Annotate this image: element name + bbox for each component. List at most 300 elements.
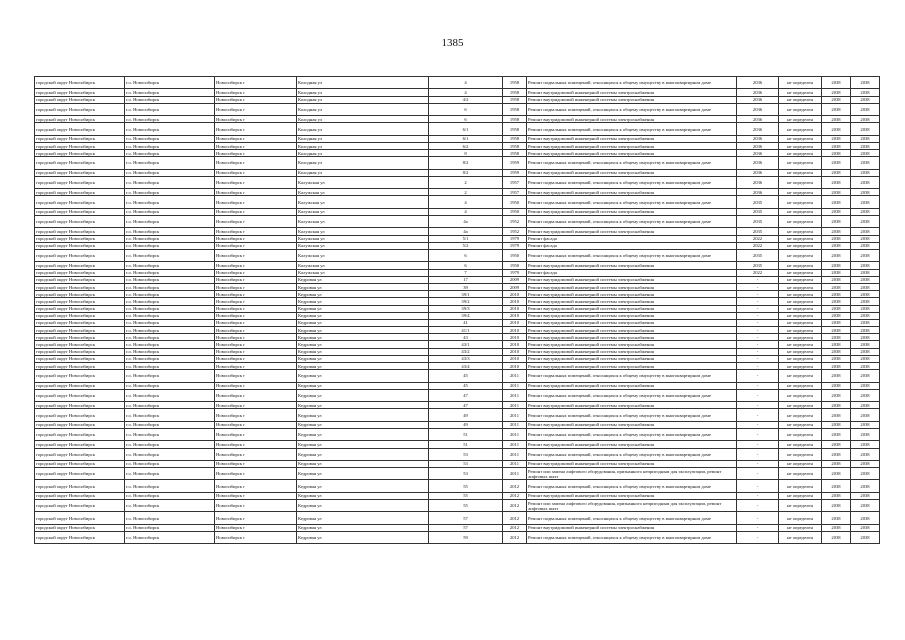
cell-year: 2012 xyxy=(503,492,527,499)
table-row xyxy=(35,176,880,188)
cell-locality: Новосибирск г xyxy=(215,242,297,249)
cell-status: не определен xyxy=(779,176,822,188)
cell-street: Колодная ул xyxy=(297,116,429,123)
cell-district: городской округ Новосибирск xyxy=(35,96,125,103)
cell-plan-from: 2038 xyxy=(822,291,851,298)
cell-locality: Новосибирск г xyxy=(215,448,297,460)
table-row xyxy=(35,169,880,176)
table-row xyxy=(35,242,880,249)
cell-district: городской округ Новосибирск xyxy=(35,327,125,334)
cell-plan-from: 2038 xyxy=(822,500,851,512)
cell-work-type: Ремонт внутридомовой инженерной системы электроснабжения xyxy=(527,492,737,499)
cell-street: Кедровая ул xyxy=(297,402,429,409)
cell-street: Колодная ул xyxy=(297,135,429,142)
table-row xyxy=(35,276,880,283)
cell-district: городской округ Новосибирск xyxy=(35,382,125,389)
cell-year: 2010 xyxy=(503,355,527,362)
table-row xyxy=(35,428,880,440)
cell-settlement: г.о. Новосибирск xyxy=(125,269,215,276)
cell-plan-from: 2038 xyxy=(822,468,851,480)
cell-plan-from: 2038 xyxy=(822,262,851,269)
cell-plan-to: 2038 xyxy=(851,460,880,467)
table-row xyxy=(35,468,880,480)
cell-street: Кедровая ул xyxy=(297,276,429,283)
cell-plan-to: 2038 xyxy=(851,492,880,499)
cell-plan-to: 2038 xyxy=(851,512,880,524)
cell-status: не определен xyxy=(779,524,822,531)
table-row xyxy=(35,341,880,348)
cell-year: 2012 xyxy=(503,512,527,524)
cell-plan-from: 2038 xyxy=(822,89,851,96)
cell-term: - xyxy=(737,428,779,440)
cell-status: не определен xyxy=(779,441,822,448)
cell-locality: Новосибирск г xyxy=(215,142,297,149)
cell-house: 45 xyxy=(429,370,503,382)
cell-locality: Новосибирск г xyxy=(215,157,297,169)
cell-plan-to: 2038 xyxy=(851,150,880,157)
cell-plan-from: 2038 xyxy=(822,532,851,544)
cell-status: не определен xyxy=(779,298,822,305)
cell-work-type: Ремонт внутридомовой инженерной системы электроснабжения xyxy=(527,363,737,370)
cell-settlement: г.о. Новосибирск xyxy=(125,135,215,142)
cell-locality: Новосибирск г xyxy=(215,269,297,276)
cell-house: 47 xyxy=(429,402,503,409)
cell-plan-to: 2038 xyxy=(851,123,880,135)
cell-work-type: Ремонт внутридомовой инженерной системы электроснабжения xyxy=(527,276,737,283)
table-row xyxy=(35,249,880,261)
cell-settlement: г.о. Новосибирск xyxy=(125,348,215,355)
cell-house: 4а xyxy=(429,228,503,235)
cell-settlement: г.о. Новосибирск xyxy=(125,196,215,208)
cell-district: городской округ Новосибирск xyxy=(35,142,125,149)
cell-status: не определен xyxy=(779,249,822,261)
cell-plan-from: 2038 xyxy=(822,363,851,370)
cell-term: - xyxy=(737,298,779,305)
table-row xyxy=(35,500,880,512)
cell-plan-to: 2038 xyxy=(851,421,880,428)
cell-work-type: Ремонт внутридомовой инженерной системы электроснабжения xyxy=(527,283,737,290)
cell-settlement: г.о. Новосибирск xyxy=(125,208,215,215)
cell-house: 53 xyxy=(429,460,503,467)
cell-plan-from: 2038 xyxy=(822,348,851,355)
cell-plan-to: 2038 xyxy=(851,363,880,370)
cell-status: не определен xyxy=(779,468,822,480)
cell-settlement: г.о. Новосибирск xyxy=(125,242,215,249)
table-row xyxy=(35,150,880,157)
cell-street: Кедровая ул xyxy=(297,291,429,298)
cell-plan-to: 2038 xyxy=(851,402,880,409)
table-row xyxy=(35,363,880,370)
cell-term: 2036 xyxy=(737,142,779,149)
cell-term: 2036 xyxy=(737,189,779,196)
cell-plan-from: 2038 xyxy=(822,480,851,492)
cell-status: не определен xyxy=(779,291,822,298)
cell-year: 2010 xyxy=(503,341,527,348)
cell-street: Кедровая ул xyxy=(297,532,429,544)
cell-year: 2009 xyxy=(503,283,527,290)
register-table-body xyxy=(35,77,880,544)
cell-term: 2035 xyxy=(737,262,779,269)
cell-plan-from: 2038 xyxy=(822,428,851,440)
cell-term: - xyxy=(737,341,779,348)
cell-plan-from: 2038 xyxy=(822,228,851,235)
cell-term: 2022 xyxy=(737,242,779,249)
cell-settlement: г.о. Новосибирск xyxy=(125,355,215,362)
cell-house: 6/1 xyxy=(429,135,503,142)
cell-plan-to: 2038 xyxy=(851,216,880,228)
cell-work-type: Ремонт подвальных помещений, относящихся к общему имуществу в многоквартирном доме xyxy=(527,216,737,228)
cell-status: не определен xyxy=(779,319,822,326)
table-row xyxy=(35,524,880,531)
cell-street: Калужская ул xyxy=(297,249,429,261)
cell-street: Кедровая ул xyxy=(297,382,429,389)
cell-year: 1958 xyxy=(503,116,527,123)
cell-street: Кедровая ул xyxy=(297,363,429,370)
cell-settlement: г.о. Новосибирск xyxy=(125,441,215,448)
cell-plan-from: 2038 xyxy=(822,402,851,409)
cell-work-type: Ремонт подвальных помещений, относящихся к общему имуществу в многоквартирном доме xyxy=(527,409,737,421)
cell-settlement: г.о. Новосибирск xyxy=(125,524,215,531)
cell-district: городской округ Новосибирск xyxy=(35,283,125,290)
cell-settlement: г.о. Новосибирск xyxy=(125,157,215,169)
table-row xyxy=(35,298,880,305)
cell-plan-from: 2038 xyxy=(822,421,851,428)
cell-year: 1952 xyxy=(503,228,527,235)
table-row xyxy=(35,312,880,319)
cell-locality: Новосибирск г xyxy=(215,319,297,326)
cell-term: 2036 xyxy=(737,77,779,89)
cell-house: 39/1 xyxy=(429,291,503,298)
cell-street: Кедровая ул xyxy=(297,355,429,362)
cell-settlement: г.о. Новосибирск xyxy=(125,492,215,499)
cell-work-type: Ремонт внутридомовой инженерной системы электроснабжения xyxy=(527,355,737,362)
cell-settlement: г.о. Новосибирск xyxy=(125,460,215,467)
cell-status: не определен xyxy=(779,169,822,176)
table-row xyxy=(35,123,880,135)
cell-work-type: Ремонт внутридомовой инженерной системы электроснабжения xyxy=(527,334,737,341)
cell-status: не определен xyxy=(779,103,822,115)
cell-locality: Новосибирск г xyxy=(215,409,297,421)
cell-plan-from: 2038 xyxy=(822,355,851,362)
cell-house: 6 xyxy=(429,116,503,123)
cell-status: не определен xyxy=(779,312,822,319)
cell-district: городской округ Новосибирск xyxy=(35,235,125,242)
cell-street: Калужская ул xyxy=(297,208,429,215)
cell-year: 1950 xyxy=(503,196,527,208)
cell-work-type: Ремонт фасада xyxy=(527,269,737,276)
cell-settlement: г.о. Новосибирск xyxy=(125,319,215,326)
cell-term: 2036 xyxy=(737,176,779,188)
table-row xyxy=(35,348,880,355)
cell-status: не определен xyxy=(779,492,822,499)
cell-work-type: Ремонт подвальных помещений, относящихся к общему имуществу в многоквартирном доме xyxy=(527,249,737,261)
cell-work-type: Ремонт внутридомовой инженерной системы электроснабжения xyxy=(527,348,737,355)
cell-settlement: г.о. Новосибирск xyxy=(125,77,215,89)
cell-district: городской округ Новосибирск xyxy=(35,363,125,370)
cell-settlement: г.о. Новосибирск xyxy=(125,480,215,492)
cell-district: городской округ Новосибирск xyxy=(35,524,125,531)
cell-house: 55 xyxy=(429,500,503,512)
cell-work-type: Ремонт или замена лифтового оборудования, признанного непригодным для эксплуатации, ремонт лифтовых шахт xyxy=(527,468,737,480)
cell-year: 2011 xyxy=(503,441,527,448)
cell-year: 1979 xyxy=(503,242,527,249)
cell-district: городской округ Новосибирск xyxy=(35,216,125,228)
cell-term: - xyxy=(737,291,779,298)
cell-status: не определен xyxy=(779,276,822,283)
cell-plan-to: 2038 xyxy=(851,283,880,290)
cell-status: не определен xyxy=(779,235,822,242)
cell-plan-to: 2038 xyxy=(851,312,880,319)
cell-year: 2011 xyxy=(503,409,527,421)
cell-settlement: г.о. Новосибирск xyxy=(125,334,215,341)
cell-status: не определен xyxy=(779,334,822,341)
cell-district: городской округ Новосибирск xyxy=(35,370,125,382)
cell-locality: Новосибирск г xyxy=(215,402,297,409)
cell-street: Кедровая ул xyxy=(297,480,429,492)
cell-term: - xyxy=(737,532,779,544)
cell-locality: Новосибирск г xyxy=(215,235,297,242)
cell-year: 2012 xyxy=(503,524,527,531)
cell-locality: Новосибирск г xyxy=(215,460,297,467)
cell-house: 53 xyxy=(429,468,503,480)
cell-settlement: г.о. Новосибирск xyxy=(125,409,215,421)
cell-term: - xyxy=(737,448,779,460)
cell-term: 2035 xyxy=(737,228,779,235)
table-row xyxy=(35,441,880,448)
cell-work-type: Ремонт внутридомовой инженерной системы электроснабжения xyxy=(527,298,737,305)
table-row xyxy=(35,157,880,169)
cell-locality: Новосибирск г xyxy=(215,291,297,298)
cell-plan-from: 2038 xyxy=(822,142,851,149)
cell-status: не определен xyxy=(779,532,822,544)
cell-year: 1959 xyxy=(503,169,527,176)
cell-district: городской округ Новосибирск xyxy=(35,341,125,348)
cell-house: 6 xyxy=(429,249,503,261)
cell-district: городской округ Новосибирск xyxy=(35,312,125,319)
cell-plan-to: 2038 xyxy=(851,77,880,89)
cell-plan-to: 2038 xyxy=(851,409,880,421)
cell-plan-to: 2038 xyxy=(851,348,880,355)
cell-plan-to: 2038 xyxy=(851,89,880,96)
cell-year: 2012 xyxy=(503,532,527,544)
table-row xyxy=(35,319,880,326)
cell-term: - xyxy=(737,402,779,409)
cell-district: городской округ Новосибирск xyxy=(35,448,125,460)
cell-work-type: Ремонт внутридомовой инженерной системы электроснабжения xyxy=(527,208,737,215)
cell-street: Кедровая ул xyxy=(297,319,429,326)
cell-street: Кедровая ул xyxy=(297,298,429,305)
cell-status: не определен xyxy=(779,228,822,235)
cell-settlement: г.о. Новосибирск xyxy=(125,150,215,157)
cell-work-type: Ремонт подвальных помещений, относящихся к общему имуществу в многоквартирном доме xyxy=(527,512,737,524)
cell-plan-to: 2038 xyxy=(851,500,880,512)
cell-work-type: Ремонт подвальных помещений, относящихся к общему имуществу в многоквартирном доме xyxy=(527,480,737,492)
cell-status: не определен xyxy=(779,89,822,96)
cell-status: не определен xyxy=(779,189,822,196)
cell-term: - xyxy=(737,492,779,499)
cell-status: не определен xyxy=(779,341,822,348)
cell-settlement: г.о. Новосибирск xyxy=(125,228,215,235)
cell-plan-to: 2038 xyxy=(851,524,880,531)
cell-year: 2011 xyxy=(503,460,527,467)
cell-district: городской округ Новосибирск xyxy=(35,291,125,298)
cell-term: - xyxy=(737,460,779,467)
cell-district: городской округ Новосибирск xyxy=(35,389,125,401)
cell-term: - xyxy=(737,382,779,389)
cell-settlement: г.о. Новосибирск xyxy=(125,363,215,370)
cell-status: не определен xyxy=(779,269,822,276)
cell-status: не определен xyxy=(779,389,822,401)
cell-locality: Новосибирск г xyxy=(215,389,297,401)
cell-district: городской округ Новосибирск xyxy=(35,276,125,283)
cell-locality: Новосибирск г xyxy=(215,103,297,115)
cell-work-type: Ремонт внутридомовой инженерной системы электроснабжения xyxy=(527,327,737,334)
cell-district: городской округ Новосибирск xyxy=(35,319,125,326)
cell-street: Кедровая ул xyxy=(297,448,429,460)
cell-locality: Новосибирск г xyxy=(215,524,297,531)
cell-year: 2011 xyxy=(503,389,527,401)
table-row xyxy=(35,389,880,401)
cell-settlement: г.о. Новосибирск xyxy=(125,189,215,196)
cell-plan-to: 2038 xyxy=(851,441,880,448)
cell-street: Кедровая ул xyxy=(297,370,429,382)
cell-status: не определен xyxy=(779,370,822,382)
cell-settlement: г.о. Новосибирск xyxy=(125,176,215,188)
cell-plan-from: 2038 xyxy=(822,382,851,389)
cell-plan-from: 2038 xyxy=(822,441,851,448)
cell-street: Кедровая ул xyxy=(297,389,429,401)
cell-district: городской округ Новосибирск xyxy=(35,428,125,440)
cell-locality: Новосибирск г xyxy=(215,89,297,96)
cell-plan-from: 2038 xyxy=(822,276,851,283)
cell-locality: Новосибирск г xyxy=(215,249,297,261)
cell-work-type: Ремонт внутридомовой инженерной системы электроснабжения xyxy=(527,524,737,531)
cell-settlement: г.о. Новосибирск xyxy=(125,262,215,269)
cell-status: не определен xyxy=(779,157,822,169)
cell-term: 2036 xyxy=(737,135,779,142)
cell-locality: Новосибирск г xyxy=(215,305,297,312)
cell-year: 2010 xyxy=(503,298,527,305)
cell-locality: Новосибирск г xyxy=(215,176,297,188)
cell-year: 2011 xyxy=(503,428,527,440)
cell-locality: Новосибирск г xyxy=(215,312,297,319)
cell-house: 53 xyxy=(429,448,503,460)
cell-street: Колодная ул xyxy=(297,89,429,96)
table-row xyxy=(35,327,880,334)
cell-plan-to: 2038 xyxy=(851,135,880,142)
cell-plan-to: 2038 xyxy=(851,319,880,326)
cell-house: 41 xyxy=(429,319,503,326)
cell-plan-from: 2038 xyxy=(822,249,851,261)
cell-plan-to: 2038 xyxy=(851,276,880,283)
cell-term: 2035 xyxy=(737,208,779,215)
cell-year: 2010 xyxy=(503,312,527,319)
cell-year: 1958 xyxy=(503,89,527,96)
cell-district: городской округ Новосибирск xyxy=(35,123,125,135)
cell-house: 39/2 xyxy=(429,298,503,305)
cell-house: 43/1 xyxy=(429,341,503,348)
cell-work-type: Ремонт подвальных помещений, относящихся к общему имуществу в многоквартирном доме xyxy=(527,448,737,460)
cell-year: 2010 xyxy=(503,319,527,326)
table-row xyxy=(35,216,880,228)
cell-work-type: Ремонт подвальных помещений, относящихся к общему имуществу в многоквартирном доме xyxy=(527,77,737,89)
cell-street: Кедровая ул xyxy=(297,428,429,440)
cell-work-type: Ремонт подвальных помещений, относящихся к общему имуществу в многоквартирном доме xyxy=(527,157,737,169)
cell-status: не определен xyxy=(779,363,822,370)
table-row xyxy=(35,355,880,362)
cell-house: 39/4 xyxy=(429,312,503,319)
cell-year: 2010 xyxy=(503,363,527,370)
cell-settlement: г.о. Новосибирск xyxy=(125,123,215,135)
cell-street: Кедровая ул xyxy=(297,460,429,467)
cell-plan-from: 2038 xyxy=(822,370,851,382)
cell-term: 2036 xyxy=(737,103,779,115)
cell-term: - xyxy=(737,319,779,326)
cell-settlement: г.о. Новосибирск xyxy=(125,305,215,312)
cell-district: городской округ Новосибирск xyxy=(35,196,125,208)
cell-work-type: Ремонт подвальных помещений, относящихся к общему имуществу в многоквартирном доме xyxy=(527,428,737,440)
cell-house: 43/2 xyxy=(429,348,503,355)
cell-locality: Новосибирск г xyxy=(215,441,297,448)
cell-plan-from: 2038 xyxy=(822,305,851,312)
cell-year: 1959 xyxy=(503,157,527,169)
table-row xyxy=(35,208,880,215)
cell-settlement: г.о. Новосибирск xyxy=(125,512,215,524)
cell-district: городской округ Новосибирск xyxy=(35,103,125,115)
cell-work-type: Ремонт внутридомовой инженерной системы электроснабжения xyxy=(527,402,737,409)
cell-plan-to: 2038 xyxy=(851,468,880,480)
table-row xyxy=(35,370,880,382)
cell-year: 2009 xyxy=(503,276,527,283)
table-row xyxy=(35,235,880,242)
cell-term: - xyxy=(737,421,779,428)
cell-plan-to: 2038 xyxy=(851,242,880,249)
cell-plan-to: 2038 xyxy=(851,235,880,242)
cell-street: Кедровая ул xyxy=(297,283,429,290)
table-row xyxy=(35,228,880,235)
cell-work-type: Ремонт внутридомовой инженерной системы электроснабжения xyxy=(527,150,737,157)
cell-year: 2012 xyxy=(503,500,527,512)
table-row xyxy=(35,269,880,276)
cell-plan-from: 2038 xyxy=(822,135,851,142)
cell-year: 1958 xyxy=(503,96,527,103)
cell-house: 5/2 xyxy=(429,242,503,249)
cell-house: 55 xyxy=(429,480,503,492)
cell-year: 2011 xyxy=(503,382,527,389)
cell-plan-from: 2038 xyxy=(822,524,851,531)
cell-locality: Новосибирск г xyxy=(215,327,297,334)
cell-plan-from: 2038 xyxy=(822,334,851,341)
cell-term: 2022 xyxy=(737,269,779,276)
cell-work-type: Ремонт фасада xyxy=(527,242,737,249)
cell-year: 2011 xyxy=(503,402,527,409)
cell-locality: Новосибирск г xyxy=(215,355,297,362)
cell-plan-to: 2038 xyxy=(851,291,880,298)
cell-settlement: г.о. Новосибирск xyxy=(125,103,215,115)
table-row xyxy=(35,382,880,389)
cell-work-type: Ремонт внутридомовой инженерной системы электроснабжения xyxy=(527,96,737,103)
cell-settlement: г.о. Новосибирск xyxy=(125,428,215,440)
cell-year: 1958 xyxy=(503,150,527,157)
cell-street: Колодная ул xyxy=(297,150,429,157)
table-row xyxy=(35,103,880,115)
table-row xyxy=(35,460,880,467)
cell-status: не определен xyxy=(779,402,822,409)
cell-status: не определен xyxy=(779,448,822,460)
cell-street: Колодная ул xyxy=(297,103,429,115)
cell-work-type: Ремонт внутридомовой инженерной системы электроснабжения xyxy=(527,382,737,389)
cell-district: городской округ Новосибирск xyxy=(35,150,125,157)
